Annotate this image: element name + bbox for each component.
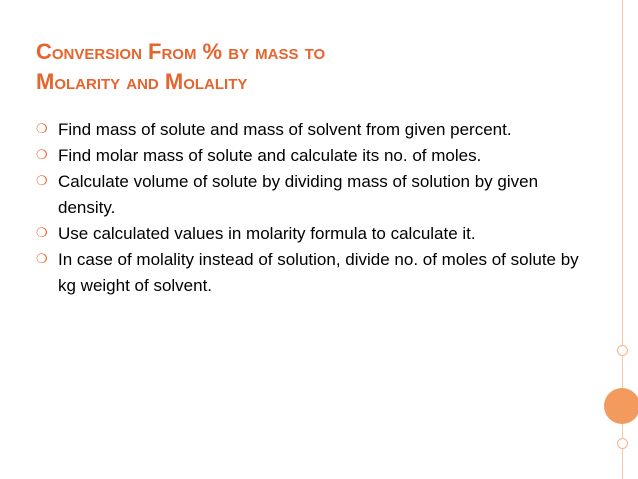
slide-title-line-1: Conversion From % by mass to xyxy=(36,39,326,64)
bullet-icon: ❍ xyxy=(36,122,48,137)
bullet-item xyxy=(36,247,596,299)
slide-title xyxy=(36,37,596,97)
bullet-text: Find molar mass of solute and calculate its no. of moles. xyxy=(58,146,482,165)
decorative-circle-tiny xyxy=(617,438,628,449)
decorative-circle-small xyxy=(617,345,628,356)
bullet-text: Calculate volume of solute by dividing mass of solution by given density. xyxy=(58,172,539,217)
bullet-item xyxy=(36,117,596,143)
bullet-icon: ❍ xyxy=(36,148,48,163)
bullet-text: Use calculated values in molarity formula to calculate it. xyxy=(58,224,476,243)
bullet-icon: ❍ xyxy=(36,174,48,189)
bullet-list xyxy=(36,117,596,299)
decorative-circle-large xyxy=(604,388,638,424)
bullet-text: Find mass of solute and mass of solvent from given percent. xyxy=(58,120,512,139)
bullet-icon: ❍ xyxy=(36,226,48,241)
slide-title-line-2: Molarity and Molality xyxy=(36,69,248,94)
bullet-icon: ❍ xyxy=(36,252,48,267)
bullet-text: In case of molality instead of solution, divide no. of moles of solute by kg weight of solvent. xyxy=(58,250,579,295)
bullet-item xyxy=(36,221,596,247)
bullet-item xyxy=(36,143,596,169)
bullet-item xyxy=(36,169,596,221)
